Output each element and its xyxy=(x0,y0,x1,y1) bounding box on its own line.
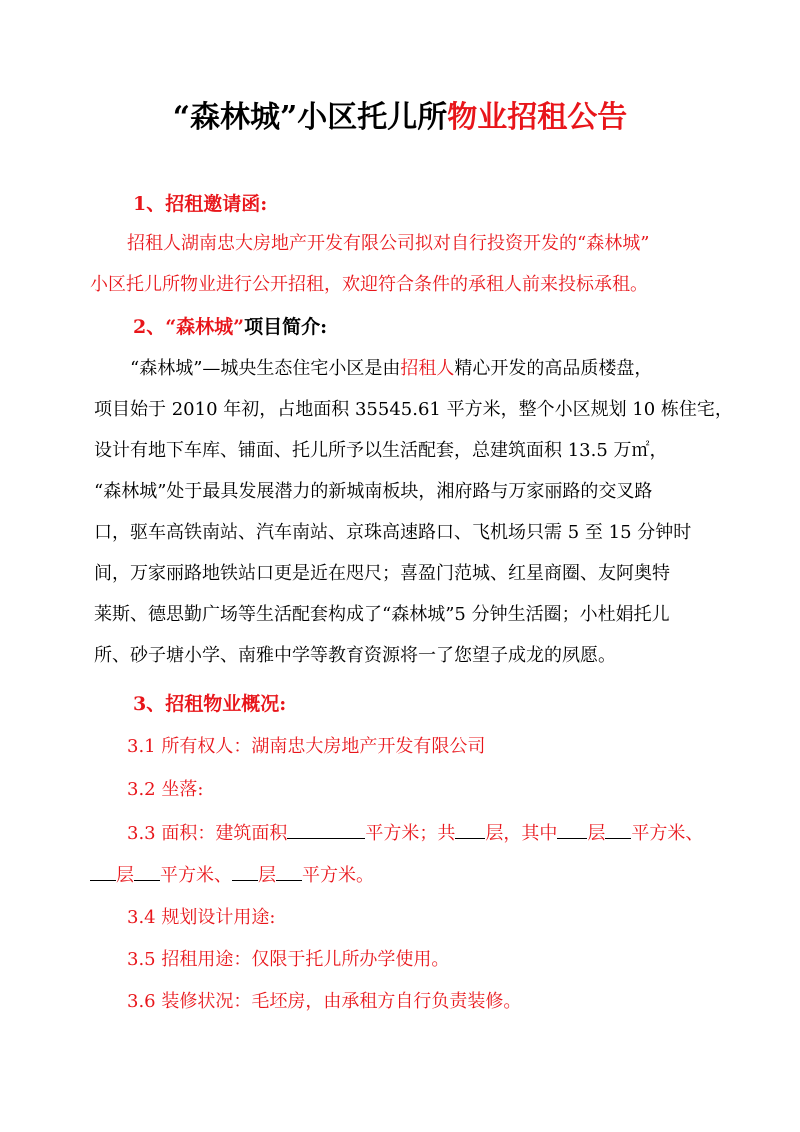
section2-line-4: “森林城”处于最具发展潜力的新城南板块，湘府路与万家丽路的交叉路 xyxy=(94,481,653,502)
item3-text-e: 平方米、 xyxy=(631,823,704,844)
section3-item-6: 3.6 装修状况：毛坯房，由承租方自行负责装修。 xyxy=(127,991,522,1012)
sqm-blank-2 xyxy=(134,862,160,881)
section2-line-6: 间，万家丽路地铁站口更是近在咫尺；喜盈门范城、红星商圈、友阿奥特 xyxy=(94,563,670,584)
section2-line-1-post: 精心开发的高品质楼盘， xyxy=(454,358,653,379)
section2-line-5: 口，驱车高铁南站、汽车南站、京珠高速路口、飞机场只需 5 至 15 分钟时 xyxy=(94,522,692,543)
section3-heading: 3、招租物业概况: xyxy=(133,693,287,715)
item3-text-b: 平方米；共 xyxy=(365,823,456,844)
sqm-blank-3 xyxy=(276,862,302,881)
section2-line-1 xyxy=(130,356,652,382)
section1-line-1: 招租人湖南忠大房地产开发有限公司拟对自行投资开发的“森林城” xyxy=(127,233,650,254)
section2-line-1-pre: “森林城”—城央生态住宅小区是由 xyxy=(130,358,401,379)
section2-line-1-red: 招租人 xyxy=(400,358,455,379)
section3-item-1: 3.1 所有权人：湖南忠大房地产开发有限公司 xyxy=(127,736,486,757)
section2-heading-num: 2、 xyxy=(133,316,166,338)
section3-item-5: 3.5 招租用途：仅限于托儿所办学使用。 xyxy=(127,949,450,970)
section2-line-7: 莱斯、德思勤广场等生活配套构成了“森林城”5 分钟生活圈；小杜娟托儿 xyxy=(94,604,670,625)
section3-item-3 xyxy=(127,820,703,847)
item3-text-h: 层 xyxy=(258,865,276,886)
floor-blank-2 xyxy=(90,862,116,881)
floors-blank xyxy=(455,820,485,839)
area-blank xyxy=(287,820,365,839)
section3-item-2: 3.2 坐落: xyxy=(127,779,204,800)
floor-blank-3 xyxy=(232,862,258,881)
section3-item-3-cont xyxy=(90,862,374,889)
section1-heading: 1、招租邀请函: xyxy=(133,193,268,215)
sqm-blank-1 xyxy=(605,820,631,839)
item3-text-d: 层 xyxy=(587,823,606,844)
page-title xyxy=(0,96,800,140)
item3-text-c: 层，其中 xyxy=(485,823,558,844)
item3-text-g: 平方米、 xyxy=(160,865,232,886)
item3-text-f: 层 xyxy=(116,865,134,886)
title-highlight: 物业招租公告 xyxy=(447,100,628,135)
section2-heading-name: “森林城” xyxy=(165,316,245,338)
section2-line-2: 项目始于 2010 年初，占地面积 35545.61 平方米，整个小区规划 10 栋住宅， xyxy=(94,399,733,420)
title-main: “森林城”小区托儿所 xyxy=(172,100,448,135)
section2-line-3: 设计有地下车库、铺面、托儿所予以生活配套，总建筑面积 13.5 万㎡， xyxy=(94,440,668,461)
section2-heading xyxy=(133,314,327,340)
section1-line-2: 小区托儿所物业进行公开招租，欢迎符合条件的承租人前来投标承租。 xyxy=(90,274,648,295)
section2-line-8: 所、砂子塘小学、南雅中学等教育资源将一了您望子成龙的夙愿。 xyxy=(94,645,616,666)
item3-text-i: 平方米。 xyxy=(302,865,374,886)
section3-item-4: 3.4 规划设计用途: xyxy=(127,907,276,928)
floor-blank-1 xyxy=(557,820,587,839)
section2-heading-rest: 项目简介: xyxy=(244,316,328,338)
item3-text-a: 3.3 面积：建筑面积 xyxy=(127,823,288,844)
